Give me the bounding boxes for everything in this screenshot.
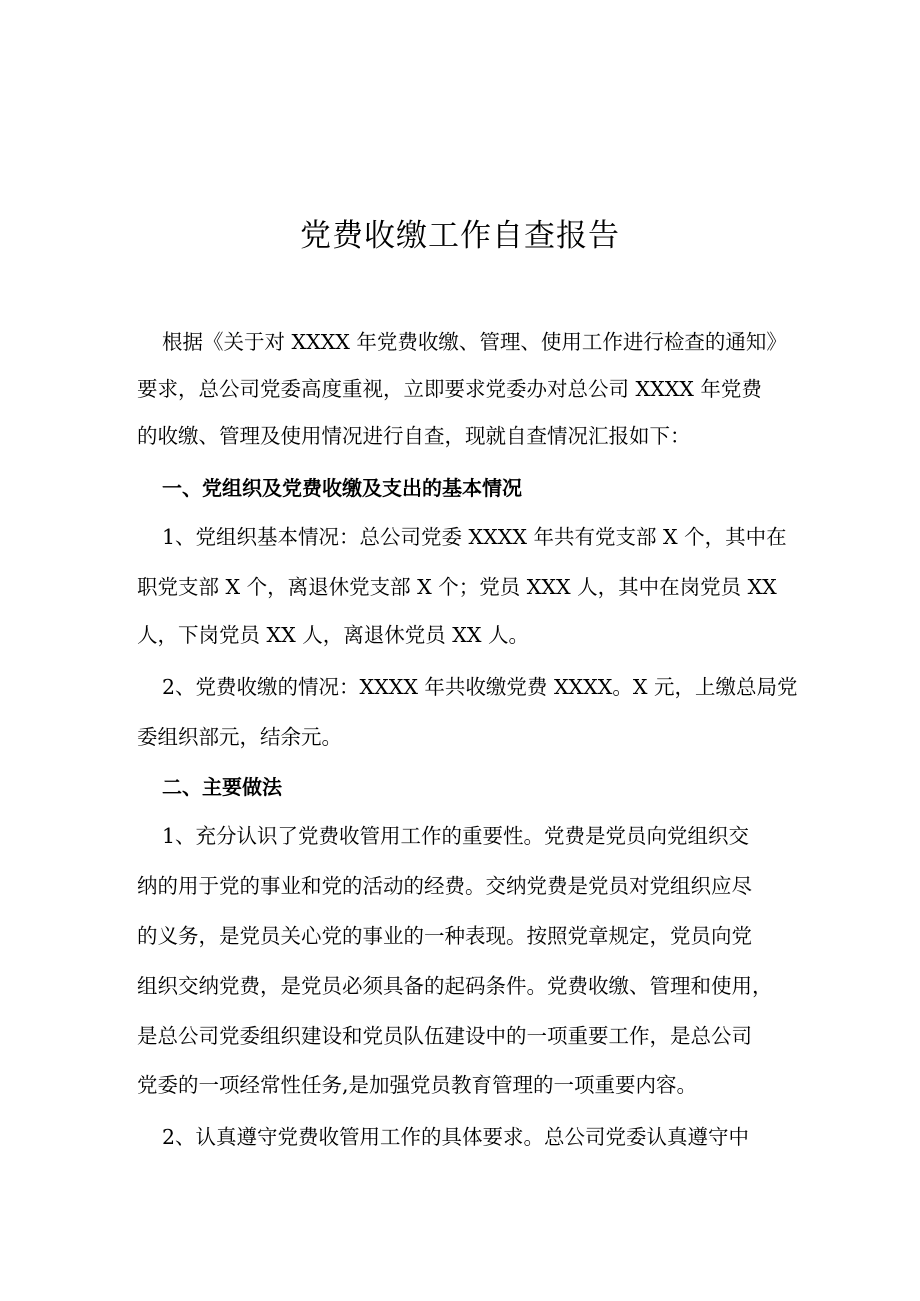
intro-line-1: 根据《关于对 XXXX 年党费收缴、管理、使用工作进行检查的通知》 [162,330,787,354]
document-title: 党费收缴工作自查报告 [300,218,620,254]
section-1-item-2-line-1: 2、党费收缴的情况：XXXX 年共收缴党费 XXXX。X 元，上缴总局党 [162,675,798,699]
intro-line-3: 的收缴、管理及使用情况进行自查，现就自查情况汇报如下： [137,424,691,448]
intro-line-2: 要求，总公司党委高度重视，立即要求党委办对总公司 XXXX 年党费 [137,377,762,401]
section-2-item-1-line-5: 是总公司党委组织建设和党员队伍建设中的一项重要工作，是总公司 [137,1024,752,1048]
section-1-item-1-line-1: 1、党组织基本情况：总公司党委 XXXX 年共有党支部 X 个，其中在 [162,525,787,549]
section-2-heading: 二、主要做法 [162,775,282,799]
section-2-item-1-line-3: 的义务，是党员关心党的事业的一种表现。按照党章规定，党员向党 [137,924,752,948]
section-2-item-1-line-2: 纳的用于党的事业和党的活动的经费。交纳党费是党员对党组织应尽 [137,874,752,898]
section-1-item-1-line-3: 人，下岗党员 XX 人，离退休党员 XX 人。 [137,623,529,647]
section-1-item-1-line-2: 职党支部 X 个，离退休党支部 X 个；党员 XXX 人，其中在岗党员 XX [137,575,777,599]
section-1-item-2-line-2: 委组织部元，结余元。 [137,725,342,749]
section-2-item-1-line-6: 党委的一项经常性任务,是加强党员教育管理的一项重要内容。 [137,1073,698,1097]
section-2-item-1-line-1: 1、充分认识了党费收管用工作的重要性。党费是党员向党组织交 [162,824,750,848]
section-1-heading: 一、党组织及党费收缴及支出的基本情况 [162,476,522,500]
section-2-item-2-line-1: 2、认真遵守党费收管用工作的具体要求。总公司党委认真遵守中 [162,1125,750,1149]
section-2-item-1-line-4: 组织交纳党费，是党员必须具备的起码条件。党费收缴、管理和使用， [137,974,773,998]
